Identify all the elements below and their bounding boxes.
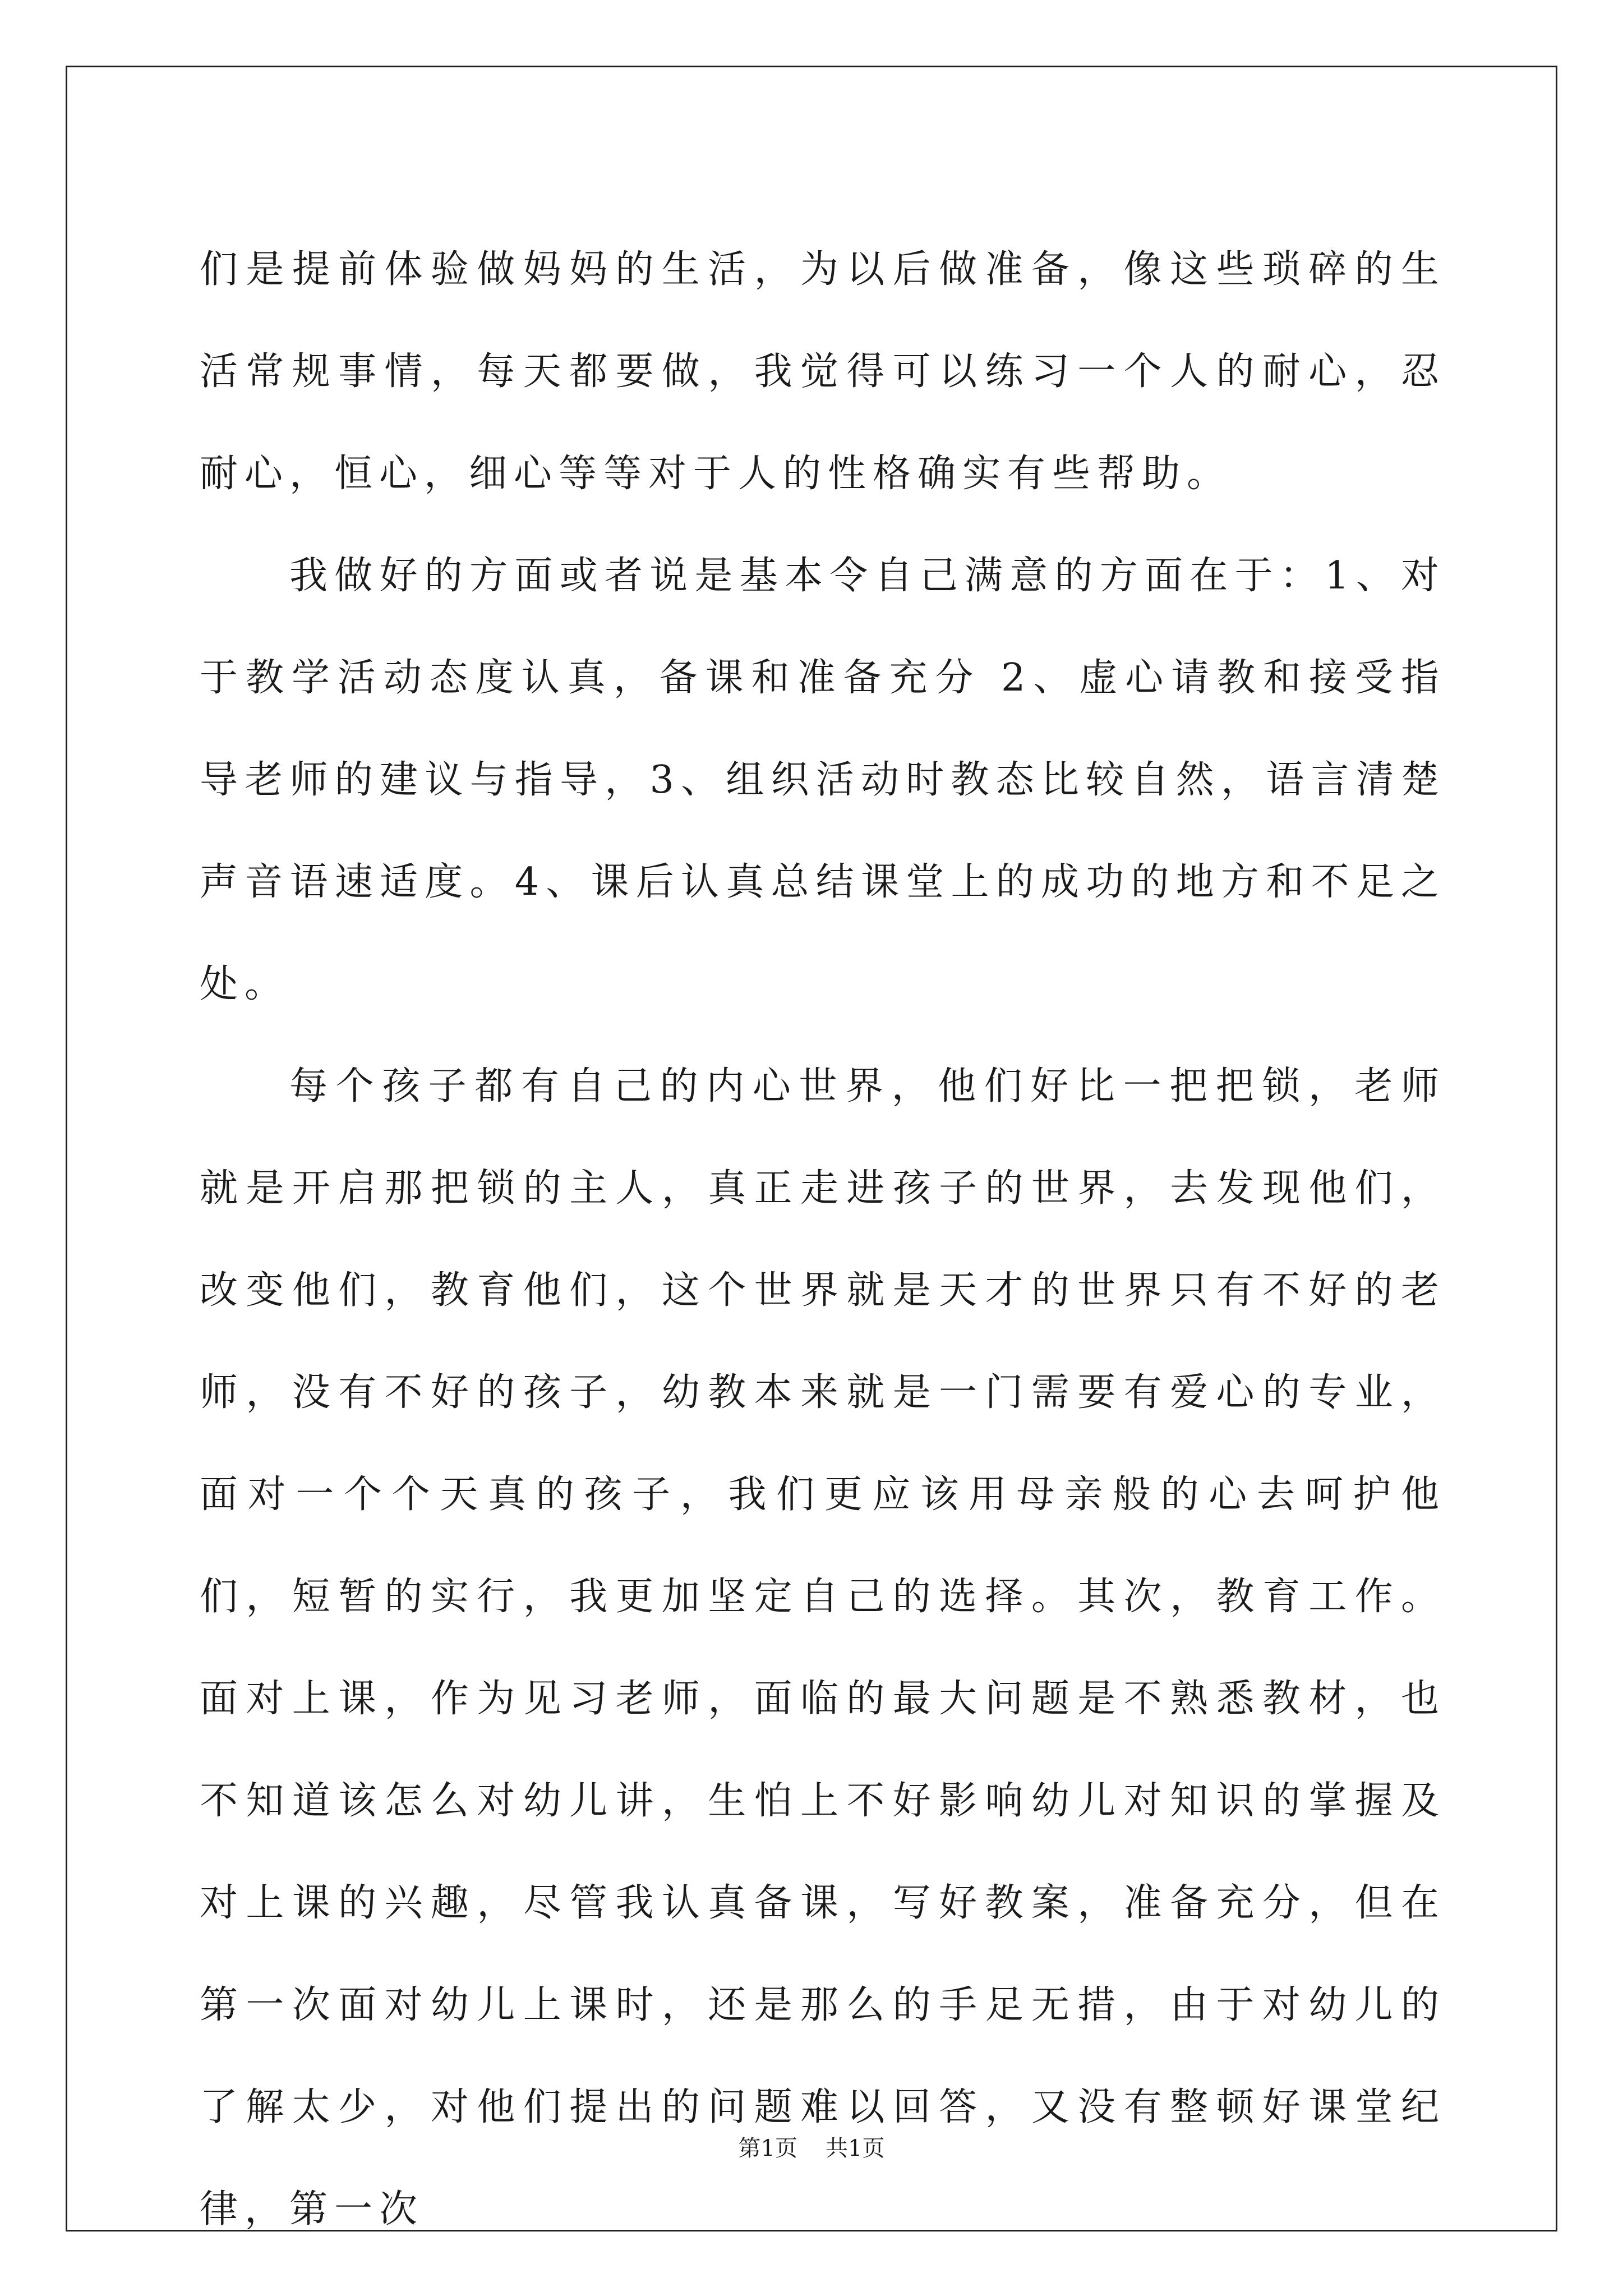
- page-number-total: 共1页: [826, 2136, 885, 2161]
- document-body: [200, 219, 1446, 2261]
- paragraph-3: 每个孩子都有自己的内心世界，他们好比一把把锁，老师就是开启那把锁的主人，真正走进孩子的世界，去发现他们，改变他们，教育他们，这个世界就是天才的世界只有不好的老师，没有不好的孩子，幼教本来就是一门需要有爱心的专业，面对一个个天真的孩子，我们更应该用母亲般的心去呵护他们，短暂的实行，我更加坚定自己的选择。其次，教育工作。面对上课，作为见习老师，面临的最大问题是不熟悉教材，也不知道该怎么对幼儿讲，生怕上不好影响幼儿对知识的掌握及对上课的兴趣，尽管我认真备课，写好教案，准备充分，但在第一次面对幼儿上课时，还是那么的手足无措，由于对幼儿的了解太少，对他们提出的问题难以回答，又没有整顿好课堂纪律，第一次: [200, 1064, 1446, 2231]
- paragraph-1: 们是提前体验做妈妈的生活，为以后做准备，像这些琐碎的生活常规事情，每天都要做，我觉得可以练习一个人的耐心，忍耐心，恒心，细心等等对于人的性格确实有些帮助。: [200, 247, 1446, 496]
- paragraph-2: 我做好的方面或者说是基本令自己满意的方面在于：1、对于教学活动态度认真，备课和准备充分 2、虚心请教和接受指导老师的建议与指导，3、组织活动时教态比较自然，语言清楚声音语速适度。4、课后认真总结课堂上的成功的地方和不足之处。: [200, 554, 1446, 1006]
- page-footer: [0, 2134, 1623, 2162]
- page-number-current: 第1页: [738, 2136, 797, 2161]
